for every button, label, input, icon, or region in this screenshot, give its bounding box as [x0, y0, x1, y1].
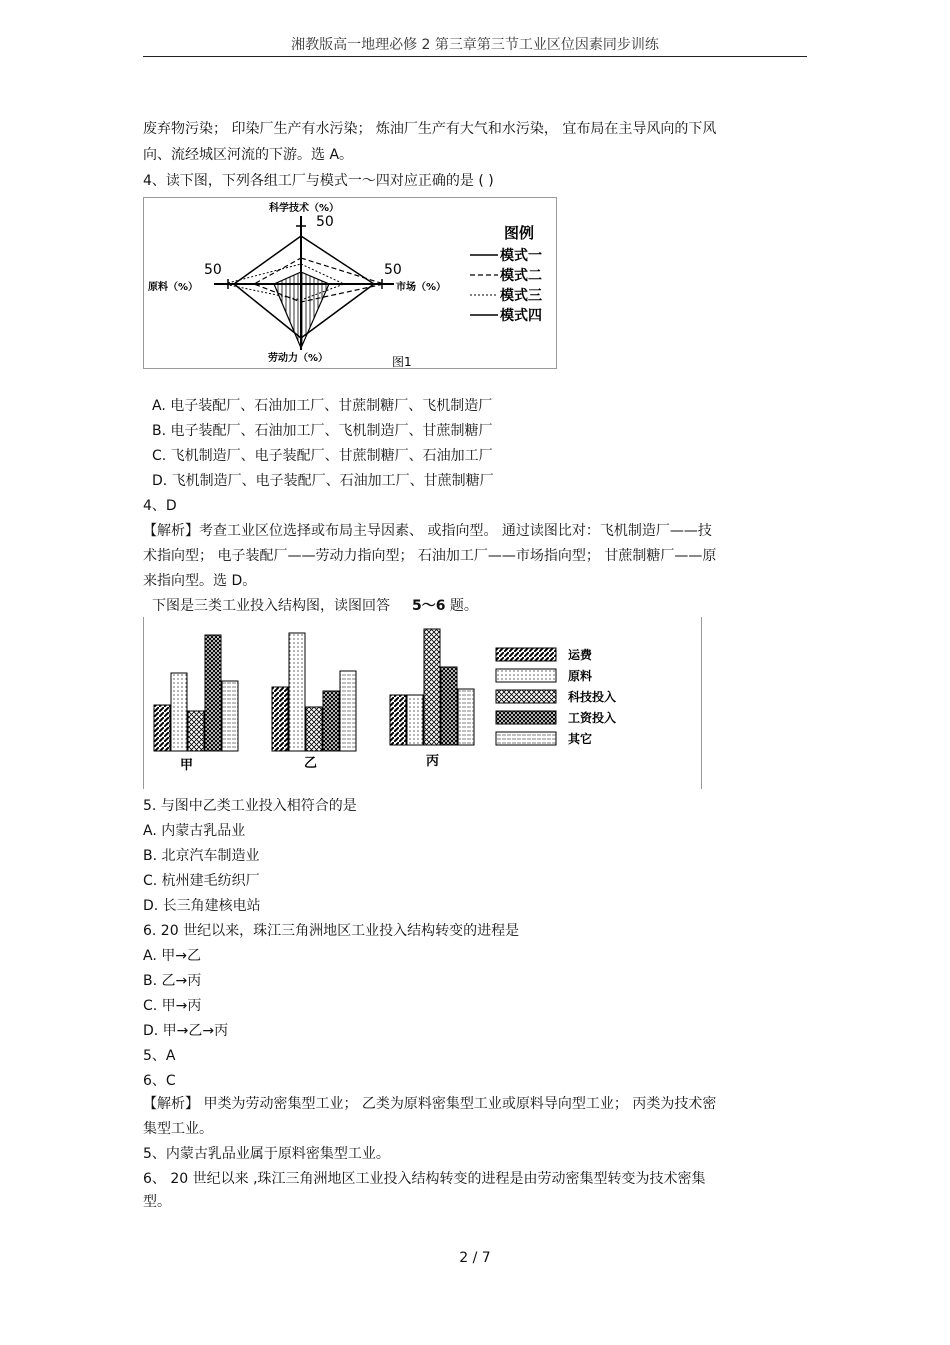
bar-bing-freight	[390, 695, 406, 745]
q5-answer: 5、A	[143, 1048, 176, 1064]
radar-chart	[144, 198, 556, 368]
bar-jia-freight	[154, 705, 170, 751]
page-header: 湘教版高一地理必修 2 第三章第三节工业区位因素同步训练	[291, 37, 659, 53]
q56-analysis-line-1: 【解析】 甲类为劳动密集型工业； 乙类为原料密集型工业或原料导向型工业； 丙类为技术密	[143, 1096, 717, 1112]
axis-value-right: 50	[384, 262, 402, 278]
legend-mode-1: 模式一	[500, 248, 542, 264]
q4-option-a: A. 电子装配厂、石油加工厂、甘蔗制糖厂、飞机制造厂	[152, 398, 493, 414]
bar-jia-raw	[171, 673, 187, 751]
bar-jia-wage	[205, 635, 221, 751]
q6-option-b: B. 乙→丙	[143, 973, 202, 989]
q6-option-d: D. 甲→乙→丙	[143, 1023, 229, 1039]
legend-mode-4: 模式四	[500, 308, 542, 324]
q4-analysis-line-1: 【解析】考查工业区位选择或布局主导因素、 或指向型。 通过读图比对：飞机制造厂——技	[143, 523, 712, 539]
bar-jia-tech	[188, 711, 204, 751]
q56-intro-suffix: 题。	[445, 598, 478, 614]
q4-analysis-line-2: 术指向型； 电子装配厂——劳动力指向型； 石油加工厂——市场指向型； 甘蔗制糖厂——原	[143, 548, 717, 564]
figure-2-bars	[143, 617, 702, 789]
axis-value-left: 50	[204, 262, 222, 278]
legend-raw: 原料	[568, 669, 593, 683]
bar-bing-tech	[424, 629, 440, 745]
legend-tech: 科技投入	[568, 690, 617, 704]
legend-mode-2: 模式二	[500, 268, 542, 284]
bar-yi-tech	[306, 707, 322, 751]
axis-label-right: 市场（%）	[396, 282, 447, 293]
axis-label-left: 原料（%）	[148, 282, 199, 293]
q4-answer: 4、D	[143, 498, 177, 514]
q4-option-c: C. 飞机制造厂、电子装配厂、甘蔗制糖厂、石油加工厂	[152, 448, 493, 464]
q6-note-line-2: 型。	[143, 1194, 171, 1210]
bar-jia-other	[222, 681, 238, 751]
q5-option-c: C. 杭州建毛纺织厂	[143, 873, 260, 889]
q6-note-line-1: 6、 20 世纪以来 ,珠江三角洲地区工业投入结构转变的进程是由劳动密集型转变为技术密集	[143, 1171, 706, 1187]
header-rule	[143, 56, 807, 57]
q5-note: 5、内蒙古乳品业属于原料密集型工业。	[143, 1146, 390, 1162]
investment-structure-chart	[144, 617, 701, 789]
q5-option-d: D. 长三角建核电站	[143, 898, 261, 914]
axis-label-bottom: 劳动力（%）	[268, 353, 329, 364]
bar-yi-raw	[289, 633, 305, 751]
legend-title: 图例	[504, 224, 535, 242]
q56-intro-range: 5～6	[412, 598, 446, 614]
page-number: 2 / 7	[459, 1250, 491, 1266]
axis-value-top: 50	[316, 214, 334, 230]
mode-4-shape	[274, 272, 329, 348]
q5-option-a: A. 内蒙古乳品业	[143, 823, 246, 839]
q5-question: 5. 与图中乙类工业投入相符合的是	[143, 798, 357, 814]
q56-intro	[152, 596, 478, 616]
bar-yi-freight	[272, 687, 288, 751]
group-label-yi: 乙	[304, 756, 318, 771]
q4-option-d: D. 飞机制造厂、电子装配厂、石油加工厂、甘蔗制糖厂	[152, 473, 494, 489]
q4-question: 4、读下图，下列各组工厂与模式一～四对应正确的是 ( )	[143, 173, 494, 189]
q4-analysis-line-3: 来指向型。选 D。	[143, 573, 257, 589]
intro-line-1: 废弃物污染； 印染厂生产有水污染； 炼油厂生产有大气和水污染， 宜布局在主导风向的下风	[143, 121, 717, 137]
q6-option-a: A. 甲→乙	[143, 948, 201, 964]
q56-analysis-line-2: 集型工业。	[143, 1121, 213, 1137]
legend-mode-3: 模式三	[500, 288, 542, 304]
group-label-bing: 丙	[426, 754, 440, 769]
q56-intro-text: 下图是三类工业投入结构图，读图回答	[152, 598, 390, 614]
bar-bing-wage	[441, 667, 457, 745]
bar-bing-raw	[407, 695, 423, 745]
legend-wage: 工资投入	[568, 711, 617, 725]
bar-bing-other	[458, 689, 474, 745]
q6-answer: 6、C	[143, 1073, 176, 1089]
q6-question: 6. 20 世纪以来，珠江三角洲地区工业投入结构转变的进程是	[143, 923, 520, 939]
bar-yi-other	[340, 671, 356, 751]
axis-label-top: 科学技术（%）	[269, 203, 340, 214]
figure-1-radar	[143, 197, 557, 369]
group-label-jia: 甲	[180, 758, 194, 773]
q5-option-b: B. 北京汽车制造业	[143, 848, 260, 864]
q6-option-c: C. 甲→丙	[143, 998, 202, 1014]
q4-option-b: B. 电子装配厂、石油加工厂、飞机制造厂、甘蔗制糖厂	[152, 423, 493, 439]
bar-yi-wage	[323, 691, 339, 751]
legend-other: 其它	[568, 732, 593, 746]
intro-line-2: 向、流经城区河流的下游。选 A。	[143, 147, 354, 163]
legend-freight: 运费	[568, 648, 593, 662]
figure-1-caption: 图1	[392, 355, 412, 368]
